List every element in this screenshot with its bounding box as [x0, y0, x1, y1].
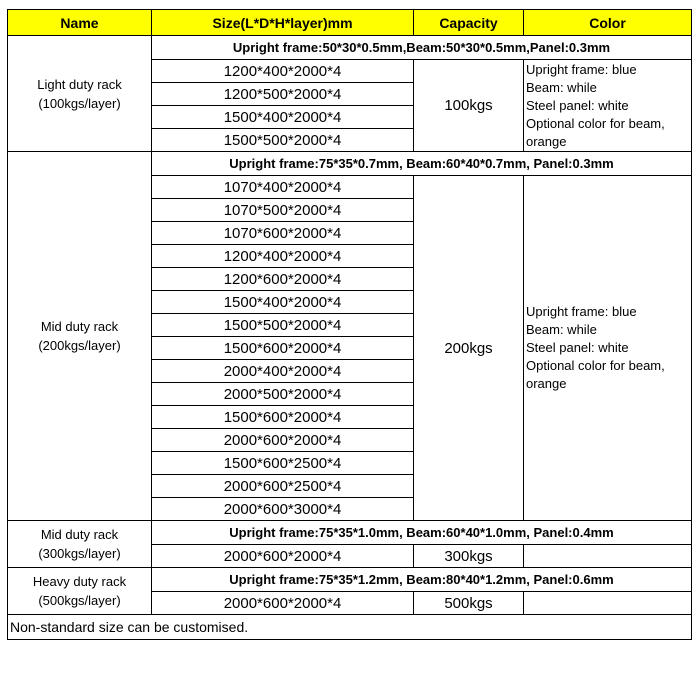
size-cell: 2000*600*3000*4: [152, 498, 414, 521]
table-row: [8, 568, 692, 592]
size-cell: 2000*600*2000*4: [152, 429, 414, 452]
light-duty-color: Upright frame: blue Beam: while Steel panel: white Optional color for beam, orange: [524, 60, 692, 152]
size-cell: 1500*400*2000*4: [152, 291, 414, 314]
customisation-note: Non-standard size can be customised.: [8, 615, 692, 640]
mid-duty-300-capacity: 300kgs: [414, 545, 524, 568]
size-cell: 1500*400*2000*4: [152, 106, 414, 129]
mid-duty-300-color: [524, 545, 692, 568]
header-row: [8, 10, 692, 36]
table-row: [8, 152, 692, 176]
heavy-duty-spec: Upright frame:75*35*1.2mm, Beam:80*40*1.2mm, Panel:0.6mm: [152, 568, 692, 592]
size-cell: 1200*400*2000*4: [152, 60, 414, 83]
table-row: [8, 36, 692, 60]
heavy-duty-name: Heavy duty rack (500kgs/layer): [8, 568, 152, 615]
size-cell: 1500*600*2000*4: [152, 406, 414, 429]
heavy-duty-capacity: 500kgs: [414, 592, 524, 615]
header-capacity: Capacity: [414, 10, 524, 36]
table-row: [8, 521, 692, 545]
header-size: Size(L*D*H*layer)mm: [152, 10, 414, 36]
size-cell: 2000*600*2000*4: [152, 592, 414, 615]
heavy-duty-color: [524, 592, 692, 615]
size-cell: 1200*400*2000*4: [152, 245, 414, 268]
size-cell: 2000*600*2000*4: [152, 545, 414, 568]
size-cell: 1500*600*2500*4: [152, 452, 414, 475]
light-duty-spec: Upright frame:50*30*0.5mm,Beam:50*30*0.5mm,Panel:0.3mm: [152, 36, 692, 60]
light-duty-name: Light duty rack (100kgs/layer): [8, 36, 152, 152]
size-cell: 2000*500*2000*4: [152, 383, 414, 406]
size-cell: 1500*500*2000*4: [152, 129, 414, 152]
size-cell: 2000*600*2500*4: [152, 475, 414, 498]
mid-duty-200-name: Mid duty rack (200kgs/layer): [8, 152, 152, 521]
header-color: Color: [524, 10, 692, 36]
size-cell: 1500*500*2000*4: [152, 314, 414, 337]
size-cell: 1500*600*2000*4: [152, 337, 414, 360]
mid-duty-200-capacity: 200kgs: [414, 176, 524, 521]
note-row: [8, 615, 692, 640]
header-name: Name: [8, 10, 152, 36]
mid-duty-200-spec: Upright frame:75*35*0.7mm, Beam:60*40*0.7mm, Panel:0.3mm: [152, 152, 692, 176]
size-cell: 1070*500*2000*4: [152, 199, 414, 222]
mid-duty-300-spec: Upright frame:75*35*1.0mm, Beam:60*40*1.0mm, Panel:0.4mm: [152, 521, 692, 545]
size-cell: 1070*600*2000*4: [152, 222, 414, 245]
size-cell: 1200*600*2000*4: [152, 268, 414, 291]
rack-spec-table: [7, 9, 692, 640]
light-duty-capacity: 100kgs: [414, 60, 524, 152]
mid-duty-300-name: Mid duty rack (300kgs/layer): [8, 521, 152, 568]
mid-duty-200-color: Upright frame: blue Beam: while Steel panel: white Optional color for beam, orange: [524, 176, 692, 521]
size-cell: 1200*500*2000*4: [152, 83, 414, 106]
size-cell: 1070*400*2000*4: [152, 176, 414, 199]
size-cell: 2000*400*2000*4: [152, 360, 414, 383]
